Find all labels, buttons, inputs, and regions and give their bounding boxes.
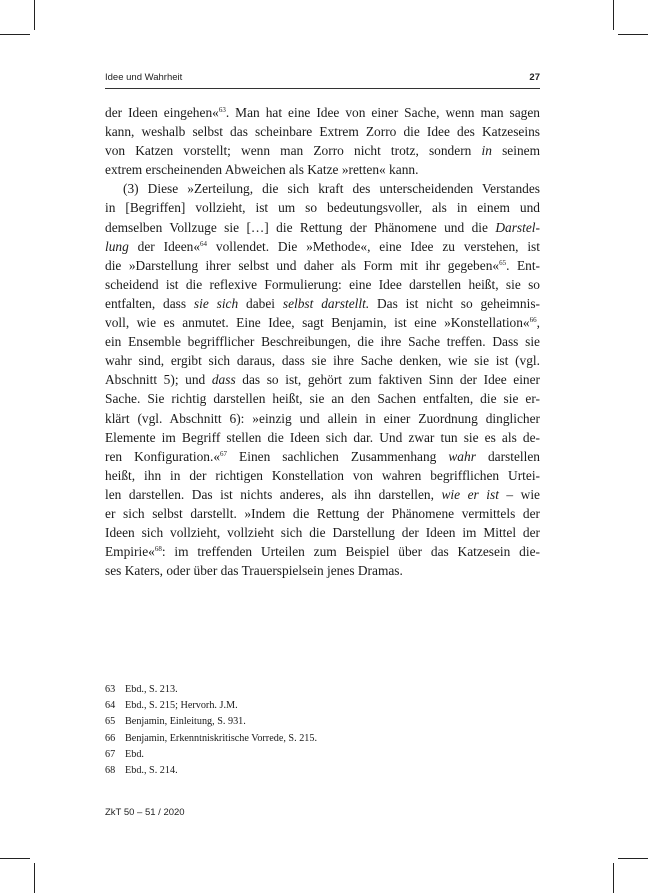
- text-run: scheidend ist die reflexive Formulierung: eine Idee darstellen heißt, sie so: [105, 276, 540, 292]
- text-line: [105, 542, 540, 561]
- text-run: voll, wie es anmutet. Eine Idee, sagt Benjamin, ist eine »Konstellation«: [105, 315, 530, 331]
- text-run: Abschnitt 5); und: [105, 372, 212, 388]
- crop-mark-bottom-right-h: [618, 858, 648, 859]
- footnote-ref: 65: [499, 258, 507, 267]
- italic-run: in: [481, 143, 492, 159]
- footnote: [105, 698, 540, 714]
- text-run: – wie: [498, 486, 540, 502]
- footnote-number: 67: [105, 748, 116, 760]
- footnote-ref: 67: [220, 449, 228, 458]
- text-line: [105, 275, 540, 294]
- footnote-text: Ebd.: [125, 748, 144, 760]
- text-run: len darstellen. Das ist nichts anderes, als ihn darstellen,: [105, 486, 442, 502]
- text-run: klärt (vgl. Abschnitt 6): »einzig und allein in einer Zuordnung dinglicher: [105, 410, 540, 426]
- text-run: der Ideen eingehen«: [105, 105, 219, 120]
- text-run: ein Ensemble begrifflicher Beschreibungen, die ihre Sache treffen. Dass sie: [105, 334, 540, 350]
- text-line: [105, 523, 540, 542]
- footnote-text: Benjamin, Erkenntniskritische Vorrede, S. 215.: [125, 732, 318, 744]
- crop-mark-top-right: [613, 0, 614, 30]
- text-run: Empirie«: [105, 544, 155, 560]
- text-run: Das ist nicht so geheimnis-: [369, 295, 540, 311]
- text-run: extrem erscheinenden Abweichen als Katze »retten« kann.: [105, 162, 419, 178]
- text-run: : im treffenden Urteilen zum Beispiel über das Katzesein die-: [161, 544, 540, 560]
- text-run: der Ideen«: [128, 238, 201, 254]
- text-run: ren Konfiguration.«: [105, 448, 221, 464]
- footer: [105, 807, 185, 818]
- text-line: [105, 179, 540, 198]
- crop-mark-bottom-right: [613, 863, 614, 893]
- text-line: [105, 332, 540, 351]
- footnote: [105, 682, 540, 698]
- crop-mark-bottom-left: [34, 863, 35, 893]
- text-line: [105, 294, 540, 313]
- text-run: heißt, ihn in der richtigen Konstellation von wahren begrifflichen Urtei-: [105, 467, 540, 483]
- footnote-text: Ebd., S. 213.: [125, 684, 178, 695]
- italic-run: wahr: [448, 448, 476, 464]
- text-line: [105, 561, 540, 580]
- footnote-ref: 68: [154, 545, 162, 554]
- text-line: [105, 103, 540, 122]
- italic-run: wie er ist: [441, 486, 499, 502]
- italic-run: selbst darstellt.: [282, 295, 370, 311]
- crop-mark-top-left: [34, 0, 35, 30]
- text-run: das so ist, gehört zum faktiven Sinn der Idee einer: [235, 372, 541, 388]
- footnote-number: 66: [105, 732, 116, 744]
- footnote-text: Ebd., S. 214.: [125, 765, 178, 777]
- crop-mark-top-left-h: [0, 34, 30, 35]
- running-title: Idee und Wahrheit: [105, 72, 183, 83]
- text-line: [105, 122, 540, 141]
- footnote-ref: 66: [529, 316, 537, 325]
- text-run: . Ent-: [506, 257, 540, 273]
- text-run: vollendet. Die »Methode«, eine Idee zu verstehen, ist: [207, 238, 540, 254]
- footnote-number: 63: [105, 684, 116, 695]
- footnote-ref: 63: [218, 106, 226, 114]
- text-run: seinem: [491, 143, 540, 159]
- text-run: Einen sachlichen Zusammenhang: [227, 448, 449, 464]
- footnote-ref: 64: [200, 239, 208, 248]
- footnote: [105, 731, 540, 747]
- text-run: er sich selbst darstellt. »Indem die Rettung der Phänomene vermittels der: [105, 505, 540, 521]
- text-run: wahr sind, ergibt sich daraus, dass sie ihre Sache denken, wie sie ist (vgl.: [105, 353, 540, 369]
- text-line: [105, 485, 540, 504]
- text-line: [105, 313, 540, 332]
- italic-run: dass: [211, 372, 236, 388]
- text-line: [105, 351, 540, 370]
- text-line: [105, 237, 540, 256]
- header-rule: [105, 88, 540, 89]
- text-run: ses Katers, oder über das Trauerspielsein jenes Dramas.: [105, 563, 403, 579]
- text-run: Ideen sich vollzieht, vollzieht sich die Darstellung der Ideen im Mittel der: [105, 525, 540, 541]
- text-line: [105, 198, 540, 217]
- text-line: [105, 466, 540, 485]
- text-run: kann, weshalb selbst das scheinbare Extrem Zorro die Idee des Katzeseins: [105, 124, 540, 140]
- text-run: in [Begriffen] vollzieht, ist um so bedeutungsvoller, als in einem und: [105, 200, 540, 216]
- crop-mark-bottom-left-h: [0, 858, 30, 859]
- text-run: dabei: [238, 295, 283, 311]
- text-run: von Katzen vorstellt; wenn man Zorro nicht trotz, sondern: [105, 143, 482, 159]
- journal-issue: ZkT 50 – 51 / 2020: [105, 807, 185, 818]
- text-line: [105, 218, 540, 237]
- footnote-text: Benjamin, Einleitung, S. 931.: [125, 716, 246, 728]
- text-line: [105, 256, 540, 275]
- text-run: Elemente im Begriff stellen die Ideen sich dar. Und zwar tun sie es als de-: [105, 429, 540, 445]
- footnotes: [105, 682, 540, 779]
- text-run: ,: [536, 315, 540, 331]
- text-line: [105, 370, 540, 389]
- italic-run: lung: [105, 238, 129, 254]
- text-run: darstellen: [475, 448, 540, 464]
- body-text: [105, 103, 540, 580]
- footnote-text: Ebd., S. 215; Hervorh. J.M.: [125, 700, 238, 712]
- text-line: [105, 428, 540, 447]
- text-line: [105, 141, 540, 160]
- crop-mark-top-right-h: [618, 34, 648, 35]
- text-line: [105, 389, 540, 408]
- footnote: [105, 763, 540, 779]
- text-run: demselben Vollzuge sie […] die Rettung der Phänomene und die: [105, 219, 496, 235]
- italic-run: sie sich: [193, 295, 239, 311]
- text-run: die »Darstellung ihrer selbst und daher als Form mit ihr gegeben«: [105, 257, 500, 273]
- text-line: [105, 409, 540, 428]
- text-run: . Man hat eine Idee von einer Sache, wenn man sagen: [225, 105, 540, 120]
- footnote-number: 65: [105, 716, 116, 728]
- page-number: 27: [529, 72, 540, 83]
- italic-run: Darstel-: [495, 219, 540, 235]
- text-line: [105, 447, 540, 466]
- text-run: entfalten, dass: [105, 295, 194, 311]
- text-run: Sache. Sie richtig darstellen heißt, sie an den Sachen entfalten, die sie er-: [105, 391, 540, 407]
- footnote: [105, 747, 540, 763]
- footnote-number: 64: [105, 700, 116, 712]
- text-run: (3) Diese »Zerteilung, die sich kraft des unterscheidenden Verstandes: [123, 181, 540, 197]
- text-line: [105, 160, 540, 179]
- footnote: [105, 714, 540, 730]
- footnote-number: 68: [105, 765, 116, 777]
- text-line: [105, 504, 540, 523]
